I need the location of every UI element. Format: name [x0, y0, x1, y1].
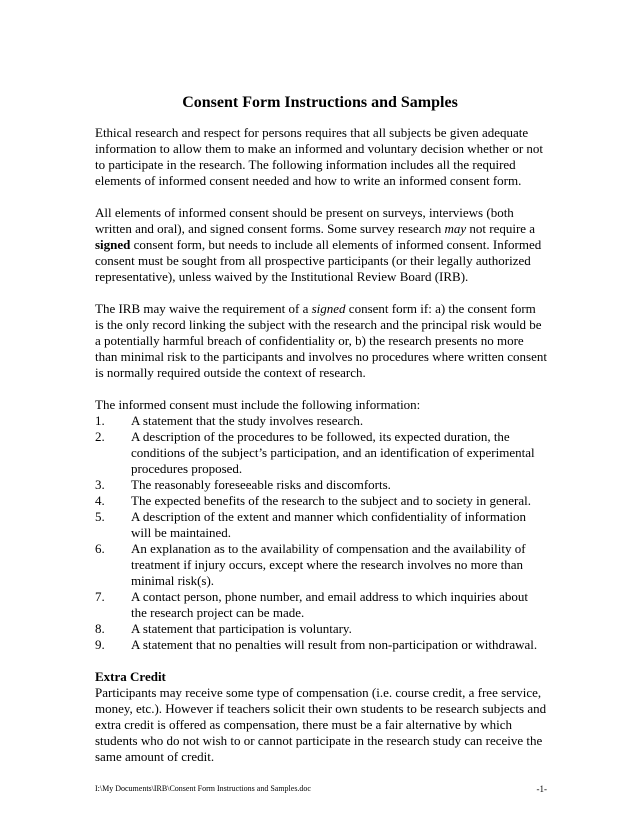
- list-item-number: 9.: [95, 637, 105, 652]
- list-item: [95, 637, 547, 653]
- document-body: [95, 125, 547, 765]
- list-item-number: 2.: [95, 429, 105, 444]
- list-item-text: An explanation as to the availability of compensation and the availability of treatment if injury occurs, except where the research involves no more than minimal risk(s).: [131, 541, 526, 588]
- list-item: [95, 589, 547, 621]
- emphasis-may: may: [444, 221, 467, 236]
- elements-text-2: not require a: [466, 221, 536, 236]
- list-intro: The informed consent must include the following information:: [95, 397, 421, 412]
- list-item-text: A description of the extent and manner which confidentiality of information will be maintained.: [131, 509, 526, 540]
- requirements-list: [95, 413, 547, 653]
- list-item: [95, 477, 547, 493]
- list-item-text: A contact person, phone number, and email address to which inquiries about the research project can be made.: [131, 589, 528, 620]
- list-item-number: 5.: [95, 509, 105, 524]
- list-item-text: A statement that no penalties will result from non-participation or withdrawal.: [131, 637, 538, 652]
- emphasis-signed: signed: [95, 237, 131, 252]
- list-item-number: 6.: [95, 541, 105, 556]
- intro-paragraph: Ethical research and respect for persons requires that all subjects be given adequate information to allow them to make an informed and voluntary decision whether or not to participate in the research. The following information includes all the required elements of informed consent needed and how to write an informed consent form.: [95, 125, 544, 188]
- list-item: [95, 493, 547, 509]
- list-item-number: 8.: [95, 621, 105, 636]
- waiver-text-2: consent form if: a) the consent form is the only record linking the subject with the research and the principal risk would be a potentially harmful breach of confidentiality or, b) the research presents no more than minimal risk to the participants and involves no procedures where written consent is normally required outside the context of research.: [95, 301, 547, 380]
- list-item-number: 4.: [95, 493, 105, 508]
- list-item: [95, 621, 547, 637]
- document-title: Consent Form Instructions and Samples: [182, 94, 458, 111]
- emphasis-signed-italic: signed: [311, 301, 346, 316]
- list-item: [95, 509, 547, 541]
- list-item: [95, 413, 547, 429]
- elements-paragraph: [95, 205, 547, 285]
- list-item-text: A statement that the study involves research.: [131, 413, 364, 428]
- waiver-paragraph: [95, 301, 547, 381]
- list-item: [95, 429, 547, 477]
- list-item-text: A description of the procedures to be followed, its expected duration, the conditions of the subject’s participation, and an identification of experimental procedures proposed.: [131, 429, 535, 476]
- extra-credit-paragraph: Participants may receive some type of compensation (i.e. course credit, a free service, money, etc.). However if teachers solicit their own students to be research subjects and extra credit is offered as compensation, there must be a fair alternative by which students who do not wish to or cannot participate in the research study can receive the same amount of credit.: [95, 685, 547, 764]
- waiver-text-1: The IRB may waive the requirement of a: [95, 301, 312, 316]
- list-item-text: The expected benefits of the research to the subject and to society in general.: [131, 493, 531, 508]
- elements-text-3: consent form, but needs to include all elements of informed consent. Informed consent must be sought from all prospective participants (or their legally authorized representative), unless waived by the Institutional Review Board (IRB).: [95, 237, 542, 284]
- page-number: -1-: [536, 784, 547, 794]
- list-item: [95, 541, 547, 589]
- list-item-number: 1.: [95, 413, 105, 428]
- list-item-text: A statement that participation is voluntary.: [131, 621, 352, 636]
- list-item-number: 7.: [95, 589, 105, 604]
- list-item-number: 3.: [95, 477, 105, 492]
- footer-file-path: I:\My Documents\IRB\Consent Form Instructions and Samples.doc: [95, 784, 311, 793]
- list-item-text: The reasonably foreseeable risks and discomforts.: [131, 477, 391, 492]
- elements-text-1: All elements of informed consent should be present on surveys, interviews (both written and oral), and signed consent forms. Some survey research: [95, 205, 514, 236]
- extra-credit-heading: Extra Credit: [95, 669, 166, 684]
